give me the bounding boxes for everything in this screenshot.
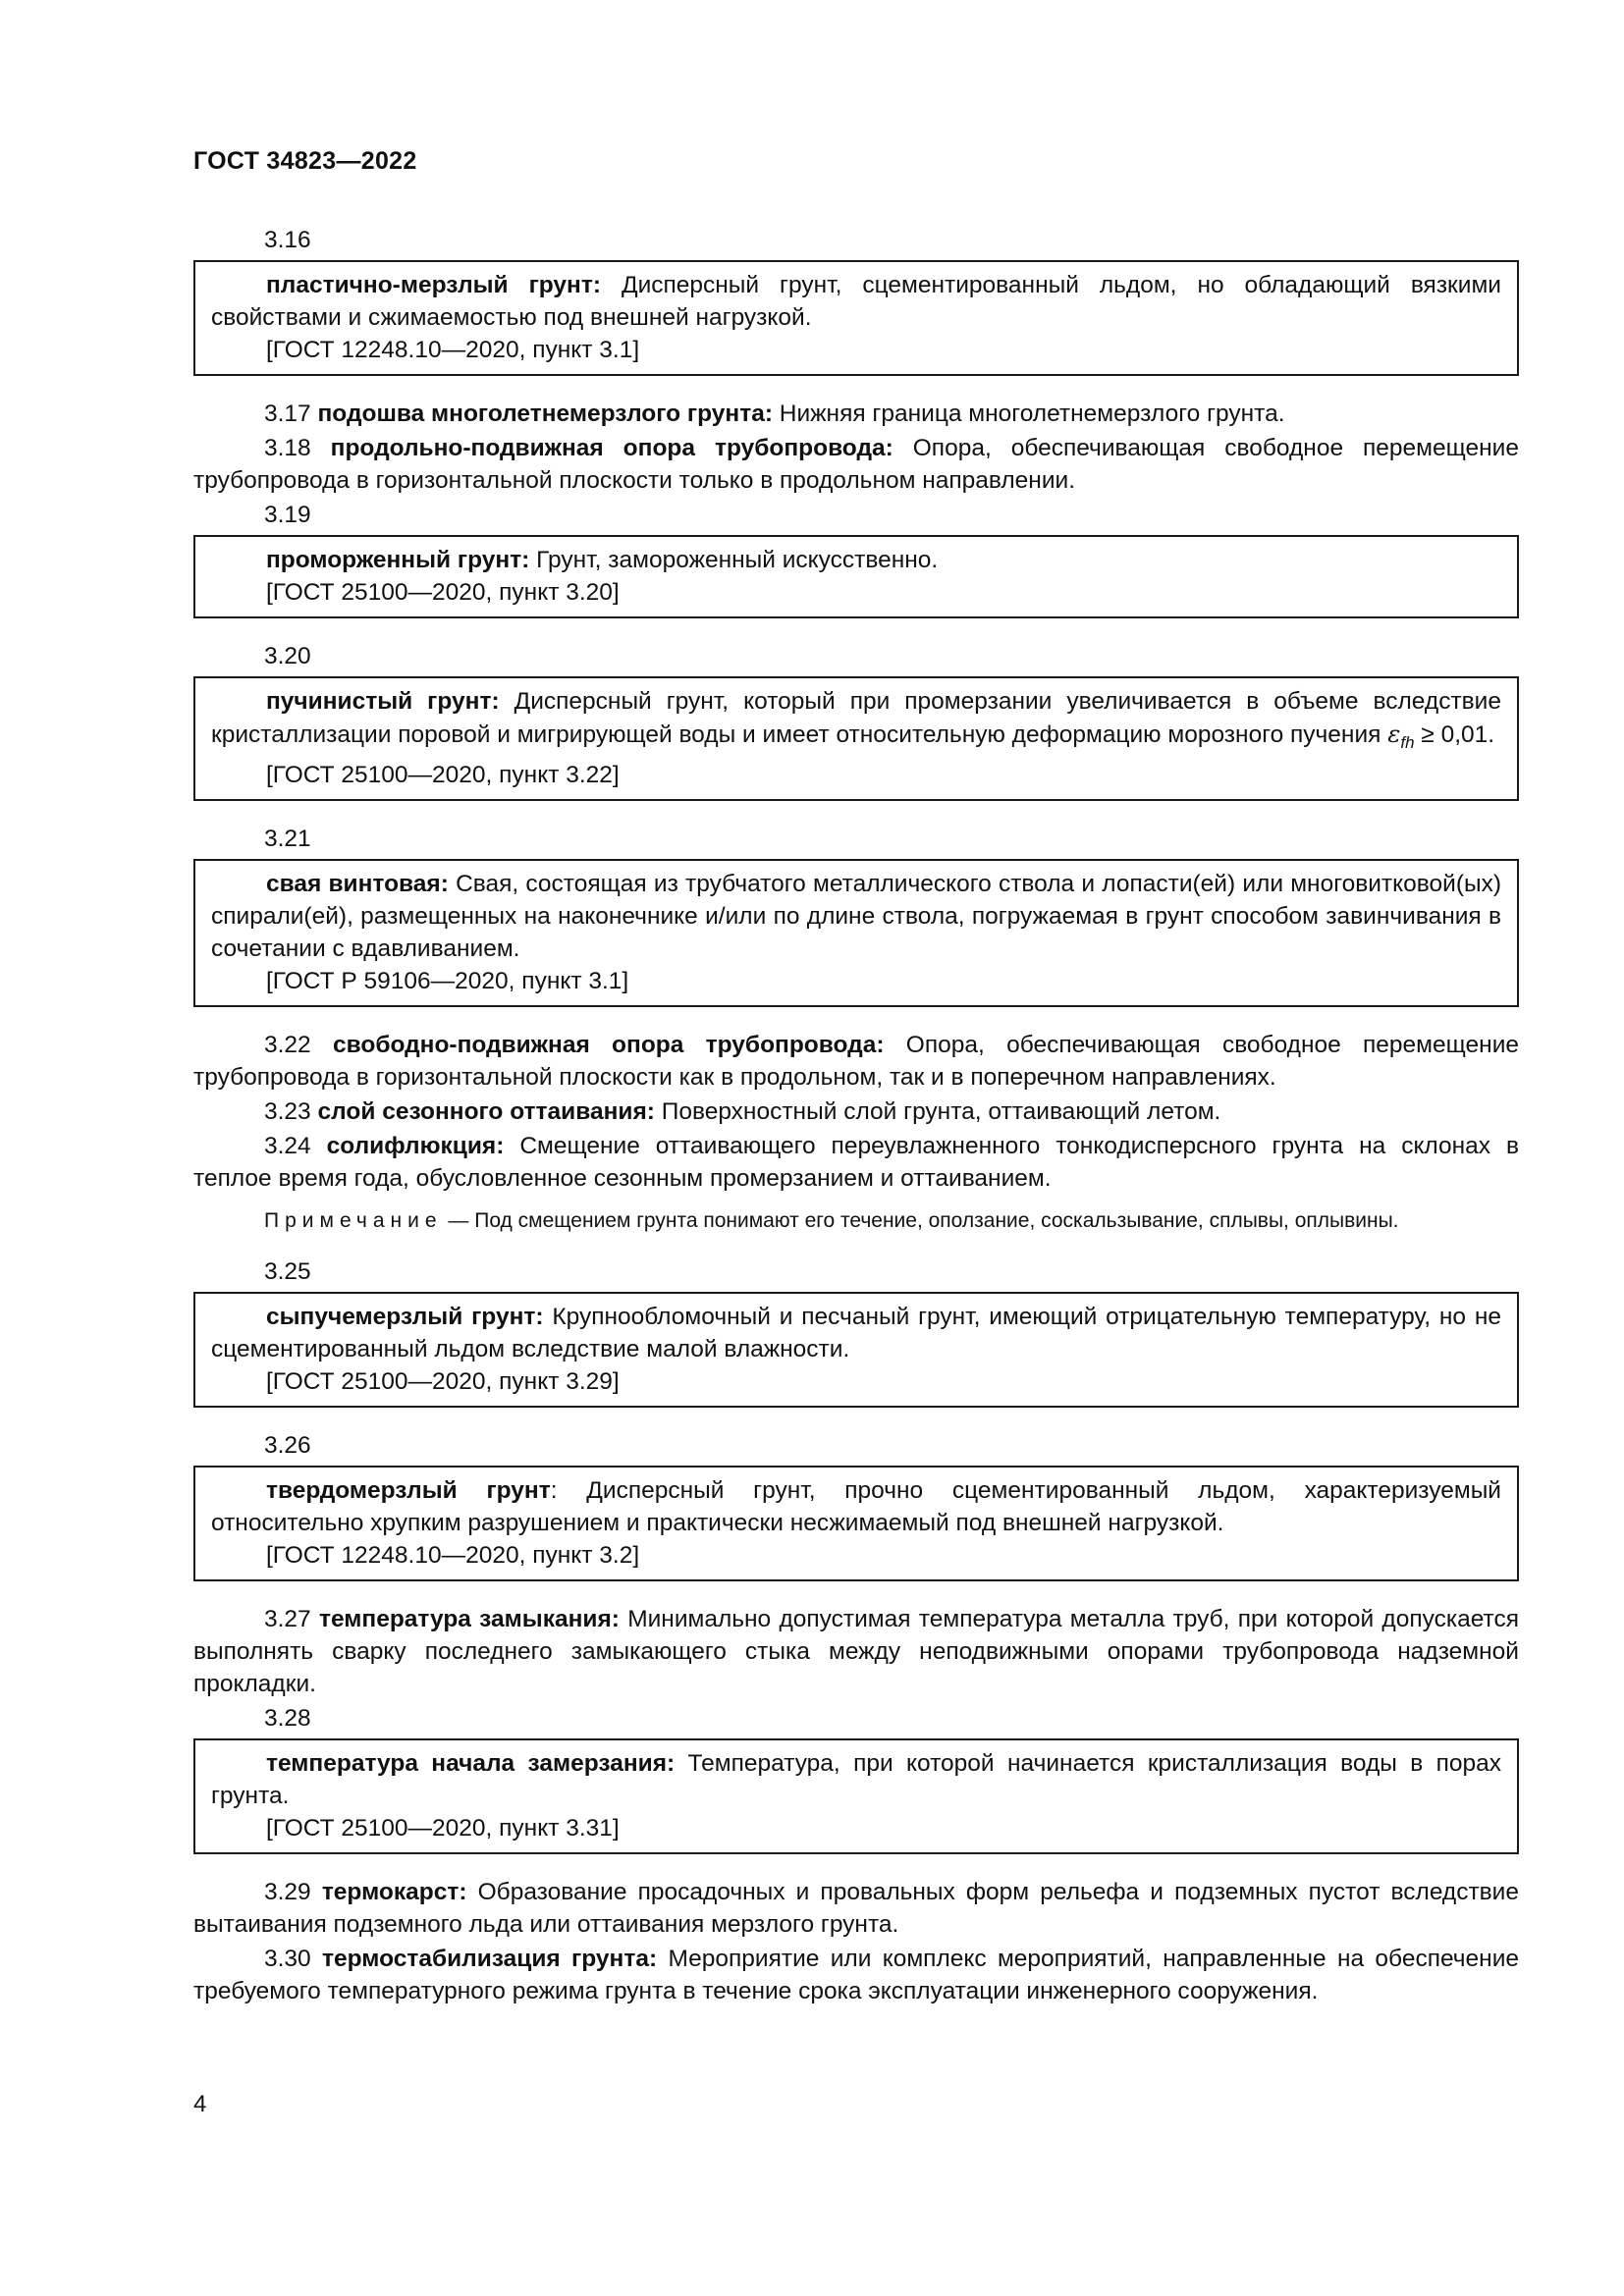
- term-entry-3-29: [193, 1876, 1519, 1941]
- term-definition: [211, 1747, 1501, 1812]
- term-number: 3.25: [264, 1258, 311, 1285]
- term-source: [ГОСТ 12248.10—2020, пункт 3.2]: [266, 1542, 640, 1569]
- term-number: 3.27: [264, 1606, 311, 1632]
- term-number: 3.19: [264, 502, 311, 528]
- term-number: 3.22: [264, 1032, 311, 1058]
- terms-section: [193, 224, 1519, 2009]
- term-entry-3-17: [193, 398, 1519, 430]
- term-number: 3.30: [264, 1946, 311, 1972]
- term-source: [ГОСТ 25100—2020, пункт 3.20]: [266, 579, 620, 606]
- term-box-3-28: [193, 1738, 1519, 1854]
- term-number: 3.23: [264, 1098, 311, 1125]
- term-entry-3-18: [193, 432, 1519, 497]
- term-definition: [211, 544, 1501, 576]
- note-label: Примечание: [264, 1209, 443, 1232]
- epsilon-symbol: ε: [1387, 720, 1401, 748]
- term-box-3-19: [193, 535, 1519, 618]
- term-source: [ГОСТ 25100—2020, пункт 3.29]: [266, 1368, 620, 1395]
- term-definition: [211, 685, 1501, 759]
- page-number: 4: [193, 2091, 207, 2117]
- term-number: 3.28: [264, 1705, 311, 1732]
- term-name: пучинистый грунт:: [266, 688, 500, 715]
- term-name: слой сезонного оттаивания:: [317, 1098, 655, 1125]
- term-definition: [211, 1301, 1501, 1365]
- document-header: ГОСТ 34823—2022: [193, 147, 417, 175]
- term-number: 3.21: [264, 826, 311, 852]
- term-text: Нижняя граница многолетнемерзлого грунта.: [772, 400, 1285, 427]
- term-name: температура начала замерзания:: [266, 1750, 676, 1777]
- term-name: термокарст:: [321, 1879, 467, 1905]
- term-number: 3.29: [264, 1879, 311, 1905]
- term-text: Опора, обеспечивающая свободное перемещение трубопровода в горизонтальной плоскости как в продольном, так и в поперечном направлениях.: [193, 1032, 1520, 1091]
- term-entry-3-22: [193, 1029, 1519, 1094]
- term-name: пластично-мерзлый грунт:: [266, 272, 602, 298]
- term-box-3-25: [193, 1292, 1519, 1408]
- term-number: 3.18: [264, 435, 311, 461]
- term-text: Дисперсный грунт, который при промерзании увеличивается в объеме вследствие кристаллизации поровой и мигрирующей воды и имеет относительную деформацию морозного пучения: [211, 688, 1501, 748]
- term-number: 3.17: [264, 400, 311, 427]
- term-name: свободно-подвижная опора трубопровода:: [332, 1032, 885, 1058]
- symbol-subscript: fh: [1400, 733, 1415, 752]
- term-entry-3-23: [193, 1095, 1519, 1128]
- term-definition: [211, 868, 1501, 965]
- term-number: 3.24: [264, 1133, 311, 1159]
- term-text: : Дисперсный грунт, прочно сцементированный льдом, характеризуемый относительно хрупким разрушением и практически несжимаемый под внешней нагрузкой.: [211, 1477, 1501, 1536]
- term-box-3-16: [193, 260, 1519, 376]
- term-text-end: ≥ 0,01.: [1414, 721, 1495, 748]
- term-name: термостабилизация грунта:: [322, 1946, 658, 1972]
- note-text: — Под смещением грунта понимают его течение, оползание, соскальзывание, сплывы, оплывины.: [442, 1209, 1399, 1232]
- term-number: 3.26: [264, 1432, 311, 1459]
- term-entry-3-30: [193, 1943, 1519, 2007]
- term-name: проморженный грунт:: [266, 547, 530, 573]
- term-text: Минимально допустимая температура металла труб, при которой допускается выполнять сварку последнего замыкающего стыка между неподвижными опорами трубопровода надземной прокладки.: [193, 1606, 1520, 1697]
- term-name: твердомерзлый грунт: [266, 1477, 551, 1504]
- term-entry-3-24: [193, 1130, 1519, 1195]
- term-name: подошва многолетнемерзлого грунта:: [317, 400, 773, 427]
- term-number: 3.20: [264, 643, 311, 669]
- term-text: Свая, состоящая из трубчатого металлического ствола и лопасти(ей) или многовитковой(ых) спирали(ей), размещенных на наконечнике и/или по длине ствола, погружаемая в грунт способом завинчивания в сочетании с вдавливанием.: [211, 871, 1501, 962]
- term-text: Мероприятие или комплекс мероприятий, направленные на обеспечение требуемого температурного режима грунта в течение срока эксплуатации инженерного сооружения.: [193, 1946, 1519, 2004]
- term-definition: [211, 1474, 1501, 1539]
- term-text: Грунт, замороженный искусственно.: [529, 547, 939, 573]
- term-name: солифлюкция:: [326, 1133, 505, 1159]
- term-source: [ГОСТ Р 59106—2020, пункт 3.1]: [266, 968, 629, 994]
- term-note: [193, 1206, 1519, 1236]
- term-box-3-21: [193, 859, 1519, 1007]
- term-text: Температура, при которой начинается кристаллизация воды в порах грунта.: [211, 1750, 1502, 1809]
- term-box-3-20: [193, 676, 1519, 801]
- term-text: Опора, обеспечивающая свободное перемещение трубопровода в горизонтальной плоскости только в продольном направлении.: [193, 435, 1519, 494]
- term-name: температура замыкания:: [318, 1606, 620, 1632]
- term-source: [ГОСТ 25100—2020, пункт 3.31]: [266, 1815, 620, 1842]
- term-text: Крупнообломочный и песчаный грунт, имеющий отрицательную температуру, но не сцементированный льдом вследствие малой влажности.: [211, 1304, 1501, 1362]
- term-entry-3-27: [193, 1603, 1519, 1700]
- term-text: Дисперсный грунт, сцементированный льдом, но обладающий вязкими свойствами и сжимаемостью под внешней нагрузкой.: [211, 272, 1501, 331]
- term-name: продольно-подвижная опора трубопровода:: [330, 435, 893, 461]
- term-box-3-26: [193, 1466, 1519, 1581]
- term-text: Поверхностный слой грунта, оттаивающий летом.: [654, 1098, 1221, 1125]
- term-name: сыпучемерзлый грунт:: [266, 1304, 544, 1330]
- term-source: [ГОСТ 25100—2020, пункт 3.22]: [266, 762, 620, 788]
- term-name: свая винтовая:: [266, 871, 449, 897]
- term-text: Смещение оттаивающего переувлажненного тонкодисперсного грунта на склонах в теплое время года, обусловленное сезонным промерзанием и оттаиванием.: [193, 1133, 1519, 1192]
- term-number: 3.16: [264, 227, 311, 253]
- term-text: Образование просадочных и провальных форм рельефа и подземных пустот вследствие вытаивания подземного льда или оттаивания мерзлого грунта.: [193, 1879, 1519, 1938]
- term-source: [ГОСТ 12248.10—2020, пункт 3.1]: [266, 337, 640, 363]
- term-definition: [211, 269, 1501, 334]
